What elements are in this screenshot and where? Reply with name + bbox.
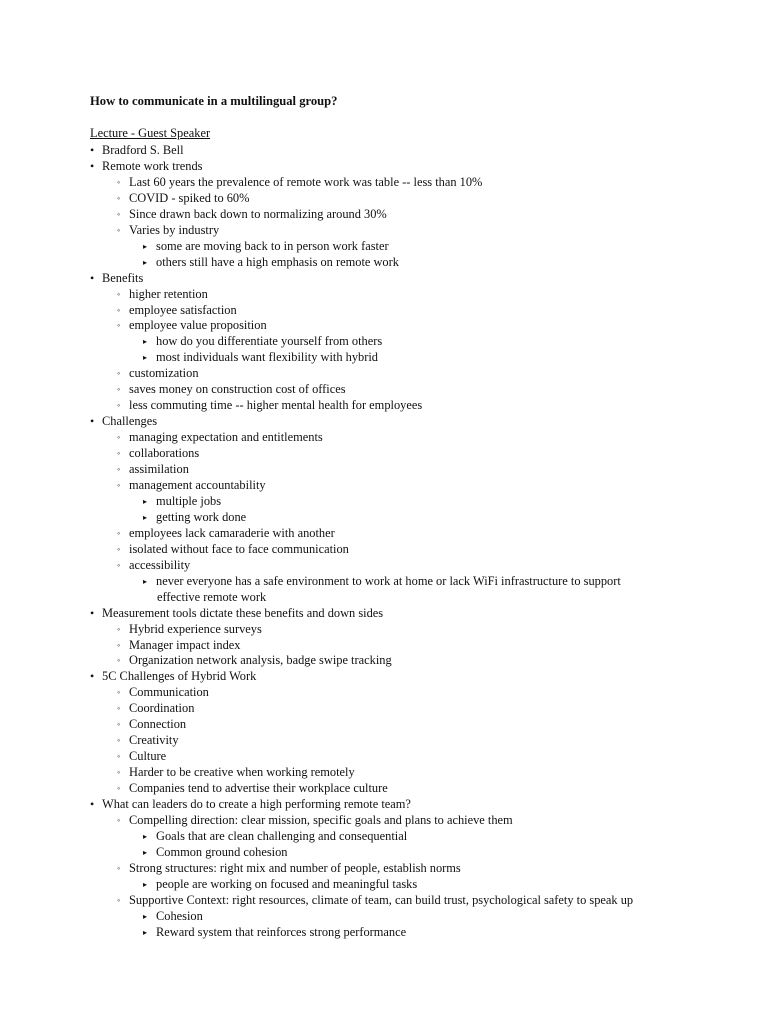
circle-bullet-icon: ◦ xyxy=(117,208,121,219)
list-item-text: collaborations xyxy=(129,446,200,461)
list-item-text: getting work done xyxy=(156,509,247,524)
list-item xyxy=(117,732,179,748)
list-item xyxy=(143,876,417,892)
list-item-text: employees lack camaraderie with another xyxy=(129,525,335,540)
circle-bullet-icon: ◦ xyxy=(117,862,121,873)
list-item xyxy=(143,924,406,940)
list-item-text: Bradford S. Bell xyxy=(102,143,184,157)
list-item xyxy=(143,844,287,860)
list-item-text: Companies tend to advertise their workplace culture xyxy=(129,781,388,795)
list-item-text: What can leaders do to create a high performing remote team? xyxy=(102,796,411,811)
triangle-bullet-icon: ▸ xyxy=(143,496,148,506)
list-item-text: most individuals want flexibility with hybrid xyxy=(156,350,378,365)
list-item xyxy=(143,573,621,589)
bullet-icon: • xyxy=(90,414,95,429)
list-item-text: Last 60 years the prevalence of remote work was table -- less than 10% xyxy=(129,174,483,189)
list-item-text: Cohesion xyxy=(156,908,203,923)
section-heading: Lecture - Guest Speaker xyxy=(90,126,211,140)
list-item-text: Organization network analysis, badge swipe tracking xyxy=(129,653,392,668)
triangle-bullet-icon: ▸ xyxy=(143,831,148,841)
circle-bullet-icon: ◦ xyxy=(117,623,121,634)
circle-bullet-icon: ◦ xyxy=(117,479,121,490)
list-item xyxy=(117,860,461,876)
list-item-text: Common ground cohesion xyxy=(156,844,288,859)
circle-bullet-icon: ◦ xyxy=(117,527,121,538)
list-item-text: saves money on construction cost of offices xyxy=(129,382,346,397)
list-item xyxy=(143,509,246,525)
list-item-text: Manager impact index xyxy=(129,637,241,652)
circle-bullet-icon: ◦ xyxy=(117,559,121,570)
list-item xyxy=(117,525,335,541)
triangle-bullet-icon: ▸ xyxy=(143,847,148,857)
list-item xyxy=(117,812,513,828)
triangle-bullet-icon: ▸ xyxy=(143,241,148,251)
list-item xyxy=(117,206,387,222)
list-item xyxy=(117,461,189,477)
bullet-icon: • xyxy=(90,796,95,811)
circle-bullet-icon: ◦ xyxy=(117,192,121,203)
list-item-text: Harder to be creative when working remotely xyxy=(129,765,355,779)
list-item-text: others still have a high emphasis on remote work xyxy=(156,254,399,269)
circle-bullet-icon: ◦ xyxy=(117,176,121,187)
list-item-text: Compelling direction: clear mission, specific goals and plans to achieve them xyxy=(129,812,513,827)
triangle-bullet-icon: ▸ xyxy=(143,879,148,889)
list-item xyxy=(90,605,383,621)
list-item-text: customization xyxy=(129,366,199,381)
list-item xyxy=(117,381,346,397)
list-item xyxy=(117,541,349,557)
list-item-text: people are working on focused and meaningful tasks xyxy=(156,876,418,891)
list-item xyxy=(117,397,422,413)
list-item-text: management accountability xyxy=(129,477,266,492)
bullet-icon: • xyxy=(90,158,95,173)
list-item-text: managing expectation and entitlements xyxy=(129,430,323,445)
circle-bullet-icon: ◦ xyxy=(117,655,121,666)
list-item-text: isolated without face to face communication xyxy=(129,541,349,556)
circle-bullet-icon: ◦ xyxy=(117,224,121,235)
list-item xyxy=(117,700,194,716)
list-item xyxy=(117,429,323,445)
list-item-text: Since drawn back down to normalizing around 30% xyxy=(129,206,387,221)
list-item-text: accessibility xyxy=(129,557,191,572)
list-item-text: Measurement tools dictate these benefits and down sides xyxy=(102,605,384,620)
list-item xyxy=(143,349,378,365)
list-item xyxy=(117,445,199,461)
list-item-text: Culture xyxy=(129,749,167,764)
list-item xyxy=(117,174,482,190)
list-item xyxy=(143,908,203,924)
circle-bullet-icon: ◦ xyxy=(117,320,121,331)
circle-bullet-icon: ◦ xyxy=(117,751,121,762)
bullet-icon: • xyxy=(90,143,95,157)
list-item xyxy=(90,142,184,158)
list-item-text: COVID - spiked to 60% xyxy=(129,190,250,205)
bullet-icon: • xyxy=(90,270,95,285)
list-item-text: Coordination xyxy=(129,701,195,716)
triangle-bullet-icon: ▸ xyxy=(143,512,148,522)
list-item-text: employee value proposition xyxy=(129,318,267,333)
circle-bullet-icon: ◦ xyxy=(117,368,121,379)
list-item xyxy=(90,158,202,174)
circle-bullet-icon: ◦ xyxy=(117,687,121,698)
list-item xyxy=(90,796,411,812)
list-item-text: Connection xyxy=(129,717,187,732)
list-item xyxy=(117,286,208,302)
list-item-text: never everyone has a safe environment to work at home or lack WiFi infrastructure to support xyxy=(156,573,621,588)
triangle-bullet-icon: ▸ xyxy=(143,927,148,937)
list-item xyxy=(143,238,389,254)
list-item xyxy=(117,477,266,493)
list-item xyxy=(117,764,355,780)
list-item-text: how do you differentiate yourself from others xyxy=(156,334,383,349)
list-item xyxy=(90,413,157,429)
triangle-bullet-icon: ▸ xyxy=(143,576,148,586)
circle-bullet-icon: ◦ xyxy=(117,703,121,714)
document-title: How to communicate in a multilingual group? xyxy=(90,94,338,108)
list-item xyxy=(117,684,209,700)
list-item xyxy=(157,589,266,605)
circle-bullet-icon: ◦ xyxy=(117,288,121,299)
list-item-text: Creativity xyxy=(129,733,179,748)
list-item xyxy=(117,190,249,206)
triangle-bullet-icon: ▸ xyxy=(143,337,148,347)
list-item xyxy=(117,317,267,333)
bullet-icon: • xyxy=(90,605,95,620)
list-item xyxy=(143,828,407,844)
circle-bullet-icon: ◦ xyxy=(117,543,121,554)
list-item-text: Strong structures: right mix and number of people, establish norms xyxy=(129,860,461,875)
list-item-text: Benefits xyxy=(102,270,144,285)
list-item-text: Varies by industry xyxy=(129,222,220,237)
circle-bullet-icon: ◦ xyxy=(117,783,121,793)
list-item-text: Reward system that reinforces strong performance xyxy=(156,924,407,939)
circle-bullet-icon: ◦ xyxy=(117,767,121,777)
list-item-text: Goals that are clean challenging and consequential xyxy=(156,828,408,843)
list-item xyxy=(117,748,166,764)
list-item xyxy=(117,365,199,381)
list-item-text: less commuting time -- higher mental health for employees xyxy=(129,398,423,413)
circle-bullet-icon: ◦ xyxy=(117,719,121,730)
circle-bullet-icon: ◦ xyxy=(117,639,121,650)
list-item xyxy=(117,780,388,796)
list-item xyxy=(117,302,237,318)
circle-bullet-icon: ◦ xyxy=(117,448,121,459)
list-item xyxy=(117,621,262,637)
list-item-text: effective remote work xyxy=(157,589,267,604)
triangle-bullet-icon: ▸ xyxy=(143,257,148,267)
circle-bullet-icon: ◦ xyxy=(117,735,121,746)
list-item xyxy=(117,222,219,238)
list-item-text: Remote work trends xyxy=(102,158,203,173)
list-item xyxy=(117,716,186,732)
list-item-text: higher retention xyxy=(129,286,208,301)
list-item xyxy=(143,493,221,509)
bullet-icon: • xyxy=(90,669,95,684)
list-item-text: multiple jobs xyxy=(156,493,222,508)
list-item-text: Communication xyxy=(129,685,209,700)
list-item-text: 5C Challenges of Hybrid Work xyxy=(102,669,257,684)
list-item-text: some are moving back to in person work faster xyxy=(156,238,389,253)
circle-bullet-icon: ◦ xyxy=(117,400,121,411)
circle-bullet-icon: ◦ xyxy=(117,304,121,315)
list-item-text: Supportive Context: right resources, climate of team, can build trust, psychological safety to speak up xyxy=(129,892,634,907)
circle-bullet-icon: ◦ xyxy=(117,432,121,443)
list-item xyxy=(143,254,399,270)
list-item xyxy=(90,270,143,286)
triangle-bullet-icon: ▸ xyxy=(143,911,148,921)
circle-bullet-icon: ◦ xyxy=(117,894,121,905)
triangle-bullet-icon: ▸ xyxy=(143,353,148,363)
list-item-text: Hybrid experience surveys xyxy=(129,621,262,636)
circle-bullet-icon: ◦ xyxy=(117,814,121,825)
circle-bullet-icon: ◦ xyxy=(117,384,121,395)
list-item xyxy=(117,637,240,653)
list-item xyxy=(90,668,256,684)
list-item xyxy=(143,333,382,349)
list-item-text: Challenges xyxy=(102,414,158,429)
list-item xyxy=(117,892,633,908)
circle-bullet-icon: ◦ xyxy=(117,464,121,474)
list-item xyxy=(117,652,392,668)
list-item-text: assimilation xyxy=(129,462,189,476)
list-item-text: employee satisfaction xyxy=(129,302,237,317)
list-item xyxy=(117,557,190,573)
